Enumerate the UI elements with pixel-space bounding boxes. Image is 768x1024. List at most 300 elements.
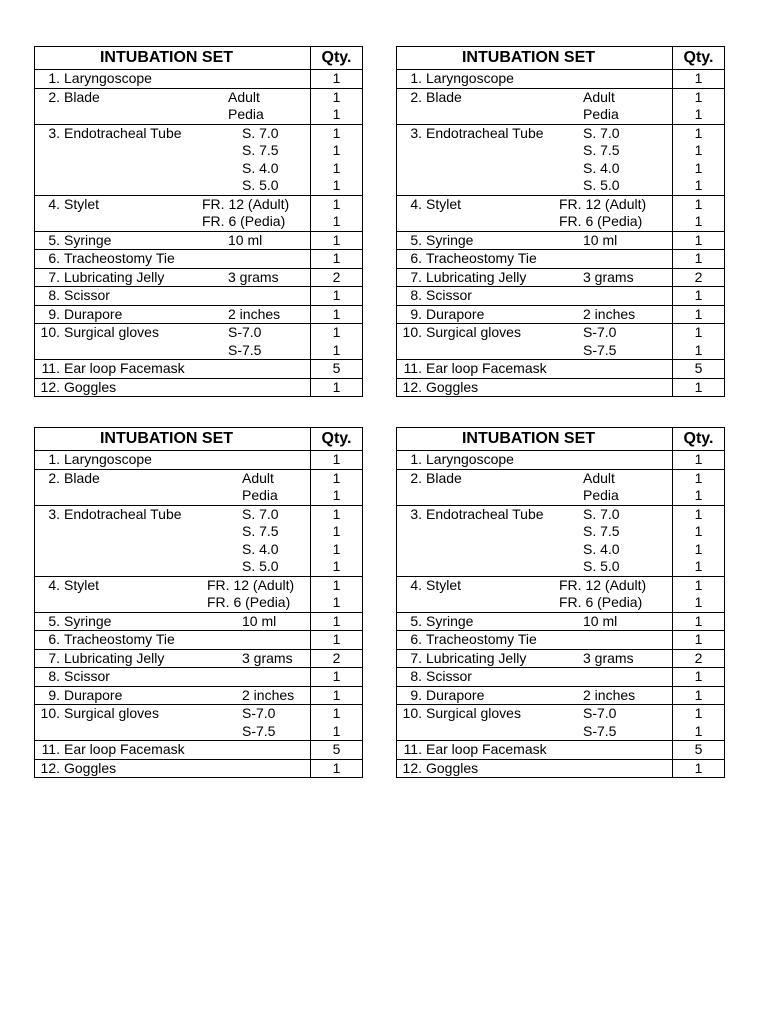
item-cell	[397, 124, 673, 195]
item-row	[397, 305, 725, 324]
qty-cell	[673, 469, 725, 505]
item-name: Stylet	[64, 576, 100, 593]
item-line	[35, 89, 310, 107]
item-qty: 1	[694, 523, 703, 539]
item-line	[35, 106, 310, 124]
item-number: 5.	[410, 231, 422, 248]
item-row	[35, 668, 363, 687]
item-qty: 1	[332, 231, 341, 248]
qty-cell	[311, 612, 363, 631]
item-cell	[397, 451, 673, 470]
item-cell	[35, 668, 311, 687]
item-row	[397, 649, 725, 668]
item-number: 6.	[410, 250, 422, 266]
item-number: 9.	[410, 305, 422, 322]
qty-cell	[673, 70, 725, 89]
qty-cell	[673, 324, 725, 360]
item-qty: 1	[694, 250, 703, 266]
qty-cell	[311, 576, 363, 612]
item-name: Syringe	[64, 231, 112, 248]
item-qty: 1	[694, 705, 703, 721]
qty-cell	[673, 268, 725, 287]
item-cell	[35, 631, 311, 650]
item-row	[397, 741, 725, 760]
item-line	[35, 177, 310, 195]
qty-cell	[311, 250, 363, 269]
item-line	[397, 213, 672, 231]
item-line	[35, 687, 310, 705]
item-row	[35, 124, 363, 195]
item-number: 1.	[410, 70, 422, 86]
item-row	[35, 324, 363, 360]
qty-cell	[673, 124, 725, 195]
item-spec: 10 ml	[583, 612, 618, 629]
item-spec: 10 ml	[242, 612, 277, 629]
qty-header: Qty.	[673, 47, 725, 70]
item-name: Goggles	[426, 759, 479, 776]
item-line	[35, 451, 310, 469]
item-cell	[35, 649, 311, 668]
item-spec: Pedia	[583, 106, 619, 122]
item-qty: 1	[332, 88, 341, 105]
item-qty: 5	[332, 360, 341, 376]
item-number: 4.	[410, 195, 422, 212]
item-qty: 1	[694, 631, 703, 647]
item-row	[35, 649, 363, 668]
item-name: Lubricating Jelly	[426, 649, 527, 666]
item-line	[397, 106, 672, 124]
item-row	[35, 287, 363, 306]
item-name: Laryngoscope	[64, 451, 152, 467]
item-name: Blade	[426, 469, 462, 486]
item-row	[397, 124, 725, 195]
item-name: Blade	[426, 88, 462, 105]
qty-cell	[311, 649, 363, 668]
item-row	[397, 250, 725, 269]
item-number: 1.	[410, 451, 422, 467]
item-number: 2.	[410, 88, 422, 105]
item-row	[35, 469, 363, 505]
item-row	[35, 250, 363, 269]
item-line	[397, 287, 672, 305]
item-qty: 1	[332, 594, 341, 610]
item-row	[397, 469, 725, 505]
item-qty: 1	[694, 686, 703, 703]
item-row	[35, 88, 363, 124]
qty-cell	[311, 378, 363, 397]
item-row	[35, 360, 363, 379]
item-row	[35, 231, 363, 250]
item-number: 2.	[410, 469, 422, 486]
item-spec: S. 7.5	[583, 523, 620, 539]
item-cell	[35, 70, 311, 89]
item-number: 10.	[402, 324, 422, 340]
item-number: 8.	[48, 287, 60, 303]
item-number: 12.	[40, 759, 60, 776]
item-name: Stylet	[64, 195, 100, 212]
item-qty: 1	[694, 759, 703, 776]
qty-cell	[673, 360, 725, 379]
qty-cell	[673, 668, 725, 687]
item-cell	[35, 612, 311, 631]
item-qty: 1	[694, 70, 703, 86]
item-line	[397, 360, 672, 378]
item-qty: 1	[694, 142, 703, 158]
item-number: 11.	[403, 360, 422, 376]
item-row	[397, 195, 725, 231]
item-cell	[35, 360, 311, 379]
item-number: 4.	[410, 576, 422, 593]
item-qty: 1	[694, 378, 703, 395]
item-row	[397, 360, 725, 379]
item-line	[35, 125, 310, 143]
item-qty: 1	[694, 305, 703, 322]
item-line	[35, 650, 310, 668]
qty-cell	[673, 741, 725, 760]
item-qty: 1	[694, 231, 703, 248]
item-row	[397, 70, 725, 89]
item-line	[397, 160, 672, 178]
item-qty: 1	[332, 213, 341, 229]
item-line	[35, 269, 310, 287]
item-cell	[397, 668, 673, 687]
set-title: INTUBATION SET	[397, 47, 673, 70]
item-number: 5.	[48, 612, 60, 629]
item-qty: 1	[332, 324, 341, 340]
item-line	[397, 594, 672, 612]
item-line	[397, 142, 672, 160]
item-name: Stylet	[426, 576, 462, 593]
item-spec: 2 inches	[228, 305, 281, 322]
item-spec: S. 4.0	[583, 159, 620, 176]
item-line	[397, 177, 672, 195]
item-qty: 1	[332, 70, 341, 86]
item-cell	[35, 231, 311, 250]
item-number: 5.	[410, 612, 422, 629]
item-row	[397, 451, 725, 470]
item-number: 6.	[48, 631, 60, 647]
item-qty: 1	[694, 177, 703, 193]
item-spec: FR. 6 (Pedia)	[207, 594, 291, 610]
item-spec: S. 7.5	[242, 142, 279, 158]
item-line	[397, 577, 672, 595]
item-cell	[397, 324, 673, 360]
item-qty: 1	[332, 287, 341, 303]
item-name: Syringe	[64, 612, 112, 629]
item-name: Scissor	[426, 287, 472, 303]
qty-cell	[311, 360, 363, 379]
item-qty: 1	[694, 324, 703, 340]
item-spec: Adult	[583, 88, 615, 105]
item-number: 2.	[48, 469, 60, 486]
item-cell	[397, 505, 673, 576]
item-row	[35, 759, 363, 778]
item-row	[397, 88, 725, 124]
item-spec: S. 5.0	[583, 558, 620, 574]
item-number: 9.	[48, 686, 60, 703]
item-qty: 1	[332, 668, 341, 684]
item-spec: S. 7.0	[583, 505, 620, 522]
item-line	[35, 306, 310, 324]
item-spec: S-7.5	[583, 722, 617, 739]
item-cell	[35, 505, 311, 576]
set-title: INTUBATION SET	[35, 428, 311, 451]
qty-cell	[673, 686, 725, 705]
item-name: Lubricating Jelly	[426, 268, 527, 285]
item-spec: FR. 12 (Adult)	[559, 576, 647, 593]
item-spec: S. 7.0	[242, 505, 279, 522]
item-number: 8.	[410, 287, 422, 303]
item-qty: 5	[332, 741, 341, 757]
item-number: 9.	[48, 305, 60, 322]
item-line	[397, 70, 672, 88]
item-row	[397, 705, 725, 741]
item-spec: 3 grams	[228, 268, 279, 285]
item-line	[35, 213, 310, 231]
item-row	[397, 686, 725, 705]
item-qty: 2	[332, 649, 341, 666]
item-qty: 1	[694, 451, 703, 467]
item-cell	[35, 287, 311, 306]
item-line	[397, 723, 672, 741]
item-name: Goggles	[64, 759, 117, 776]
item-row	[35, 576, 363, 612]
item-cell	[35, 576, 311, 612]
item-number: 3.	[48, 505, 60, 522]
item-spec: Pedia	[583, 487, 619, 503]
item-line	[397, 125, 672, 143]
item-row	[397, 759, 725, 778]
item-line	[35, 577, 310, 595]
qty-header: Qty.	[311, 428, 363, 451]
item-qty: 1	[332, 106, 341, 122]
item-name: Scissor	[64, 287, 110, 303]
qty-cell	[673, 378, 725, 397]
item-line	[397, 668, 672, 686]
item-line	[35, 250, 310, 268]
item-spec: 10 ml	[583, 231, 618, 248]
item-row	[35, 505, 363, 576]
item-number: 4.	[48, 195, 60, 212]
qty-cell	[673, 231, 725, 250]
item-spec: 3 grams	[242, 649, 293, 666]
item-row	[397, 631, 725, 650]
item-cell	[35, 759, 311, 778]
qty-cell	[673, 759, 725, 778]
intubation-set-table-bottom-left	[34, 427, 363, 778]
set-title: INTUBATION SET	[397, 428, 673, 451]
item-qty: 1	[332, 686, 341, 703]
item-line	[35, 506, 310, 524]
item-row	[35, 631, 363, 650]
qty-cell	[673, 631, 725, 650]
item-number: 6.	[410, 631, 422, 647]
item-spec: 3 grams	[583, 649, 634, 666]
item-cell	[35, 451, 311, 470]
qty-cell	[311, 195, 363, 231]
item-spec: S. 7.5	[583, 142, 620, 158]
item-name: Goggles	[64, 378, 117, 395]
item-spec: S. 4.0	[583, 540, 620, 557]
item-qty: 1	[332, 195, 341, 212]
qty-cell	[311, 324, 363, 360]
item-qty: 1	[694, 576, 703, 593]
item-name: Blade	[64, 469, 100, 486]
item-line	[35, 470, 310, 488]
item-line	[397, 487, 672, 505]
item-line	[35, 70, 310, 88]
item-qty: 1	[694, 106, 703, 122]
item-line	[397, 687, 672, 705]
item-spec: Pedia	[242, 487, 278, 503]
item-spec: Pedia	[228, 106, 264, 122]
item-qty: 5	[694, 360, 703, 376]
item-line	[397, 342, 672, 360]
item-line	[35, 360, 310, 378]
item-line	[397, 523, 672, 541]
qty-cell	[311, 631, 363, 650]
item-spec: Adult	[583, 469, 615, 486]
item-spec: S-7.0	[228, 324, 262, 340]
item-line	[35, 379, 310, 397]
qty-cell	[311, 231, 363, 250]
item-qty: 1	[332, 305, 341, 322]
item-row	[35, 451, 363, 470]
item-number: 10.	[40, 705, 60, 721]
item-line	[397, 379, 672, 397]
item-qty: 1	[332, 487, 341, 503]
item-row	[35, 378, 363, 397]
item-cell	[35, 195, 311, 231]
item-number: 8.	[48, 668, 60, 684]
item-spec: Adult	[242, 469, 274, 486]
item-cell	[397, 268, 673, 287]
item-number: 11.	[41, 741, 60, 757]
item-qty: 1	[332, 540, 341, 557]
item-spec: S-7.5	[242, 722, 276, 739]
qty-cell	[311, 668, 363, 687]
item-spec: FR. 6 (Pedia)	[202, 213, 286, 229]
item-line	[397, 541, 672, 559]
item-line	[35, 668, 310, 686]
item-name: Tracheostomy Tie	[64, 631, 175, 647]
item-spec: S-7.0	[583, 705, 617, 721]
item-row	[397, 268, 725, 287]
item-number: 3.	[410, 505, 422, 522]
item-cell	[397, 231, 673, 250]
qty-cell	[311, 469, 363, 505]
item-cell	[35, 469, 311, 505]
item-qty: 1	[332, 631, 341, 647]
item-qty: 2	[694, 268, 703, 285]
item-line	[397, 558, 672, 576]
item-number: 11.	[41, 360, 60, 376]
item-qty: 1	[694, 287, 703, 303]
item-number: 7.	[48, 268, 60, 285]
item-name: Durapore	[64, 305, 123, 322]
set-title: INTUBATION SET	[35, 47, 311, 70]
item-spec: S-7.5	[583, 341, 617, 358]
qty-cell	[311, 686, 363, 705]
item-qty: 1	[694, 505, 703, 522]
item-name: Ear loop Facemask	[64, 741, 185, 757]
item-line	[397, 306, 672, 324]
item-spec: FR. 12 (Adult)	[559, 195, 647, 212]
item-row	[397, 505, 725, 576]
intubation-set-table-top-right	[396, 46, 725, 397]
item-number: 7.	[410, 649, 422, 666]
item-number: 2.	[48, 88, 60, 105]
item-qty: 1	[332, 505, 341, 522]
item-name: Scissor	[64, 668, 110, 684]
item-spec: S-7.0	[242, 705, 276, 721]
item-name: Ear loop Facemask	[426, 360, 547, 376]
item-cell	[397, 305, 673, 324]
item-name: Surgical gloves	[64, 705, 159, 721]
item-cell	[397, 759, 673, 778]
item-qty: 1	[694, 469, 703, 486]
item-spec: S. 7.0	[242, 124, 279, 141]
item-row	[397, 324, 725, 360]
item-qty: 1	[694, 594, 703, 610]
item-line	[397, 196, 672, 214]
item-name: Laryngoscope	[426, 451, 514, 467]
item-line	[397, 470, 672, 488]
item-cell	[397, 705, 673, 741]
item-name: Ear loop Facemask	[64, 360, 185, 376]
item-spec: S-7.0	[583, 324, 617, 340]
item-qty: 1	[332, 142, 341, 158]
qty-cell	[311, 70, 363, 89]
item-cell	[397, 741, 673, 760]
item-line	[397, 250, 672, 268]
item-row	[397, 576, 725, 612]
item-qty: 1	[694, 341, 703, 358]
item-line	[35, 558, 310, 576]
item-number: 9.	[410, 686, 422, 703]
item-line	[397, 631, 672, 649]
item-name: Syringe	[426, 231, 474, 248]
item-spec: S-7.5	[228, 341, 262, 358]
item-name: Tracheostomy Tie	[426, 631, 537, 647]
qty-cell	[311, 505, 363, 576]
item-name: Goggles	[426, 378, 479, 395]
qty-cell	[673, 505, 725, 576]
item-name: Surgical gloves	[426, 324, 521, 340]
item-row	[35, 268, 363, 287]
item-name: Laryngoscope	[426, 70, 514, 86]
qty-cell	[311, 705, 363, 741]
item-line	[35, 324, 310, 342]
item-spec: S. 5.0	[242, 177, 279, 193]
item-cell	[35, 124, 311, 195]
item-qty: 1	[332, 523, 341, 539]
item-cell	[397, 360, 673, 379]
item-spec: FR. 12 (Adult)	[202, 195, 290, 212]
item-spec: FR. 6 (Pedia)	[559, 213, 643, 229]
item-number: 7.	[410, 268, 422, 285]
qty-cell	[311, 268, 363, 287]
item-qty: 1	[332, 576, 341, 593]
item-line	[35, 487, 310, 505]
item-line	[397, 650, 672, 668]
qty-cell	[673, 88, 725, 124]
item-cell	[397, 378, 673, 397]
item-cell	[397, 287, 673, 306]
item-row	[397, 378, 725, 397]
item-cell	[397, 649, 673, 668]
item-qty: 1	[694, 668, 703, 684]
